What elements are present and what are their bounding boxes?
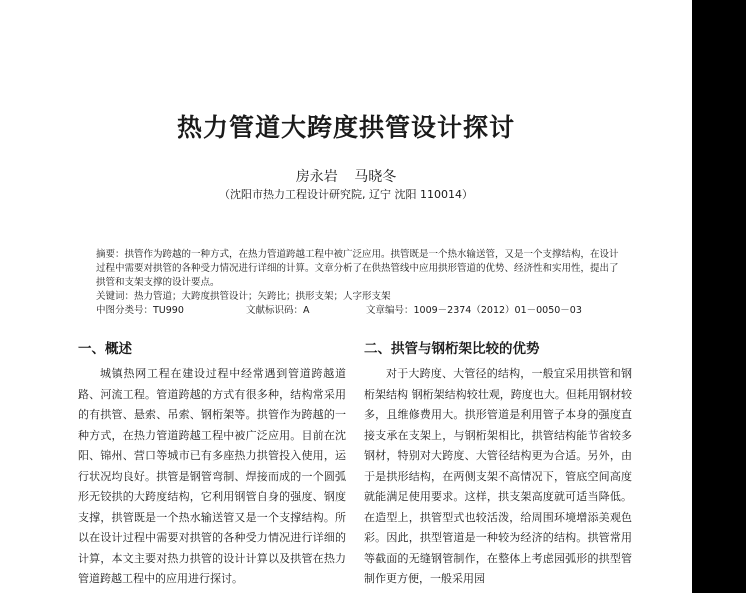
paper-affiliation: （沈阳市热力工程设计研究院, 辽宁 沈阳 110014） bbox=[219, 188, 473, 201]
classification-row bbox=[96, 304, 626, 318]
document-code: 文献标识码：A bbox=[246, 305, 310, 316]
article-number: 文章编号：1009－2374（2012）01－0050－03 bbox=[366, 305, 582, 316]
paper-authors: 房永岩 马晓冬 bbox=[295, 169, 397, 185]
abstract-text: 摘要：拱管作为跨越的一种方式，在热力管道跨越工程中被广泛应用。拱管既是一个热水输送管，又是一个支撑结构，在设计过程中需要对拱管的各种受力情况进行详细的计算。文章分析了在供热管线中应用拱形管道的优势、经济性和实用性，提出了拱管和支架支撑的设计要点。 bbox=[96, 249, 619, 288]
keywords-text: 关键词：热力管道；大跨度拱管设计；矢跨比；拱形支架；人字形支架 bbox=[96, 291, 391, 302]
section-paragraph: 城镇热网工程在建设过程中经常遇到管道跨越道路、河流工程。管道跨越的方式有很多种，结构常采用的有拱管、悬索、吊索、钢桁架等。拱管作为跨越的一种方式，在热力管道跨越工程中被广泛应用。目前在沈阳、锦州、营口等城市已有多座热力拱管投入使用，运行状况均良好。拱管是钢管弯制、焊接而成的一个圆弧形无铰拱的大跨度结构，它利用钢管自身的强度、钢度支撑，拱管既是一个热水输送管又是一个支撑结构。所以在设计过程中需要对拱管的各种受力情况进行详细的计算，本文主要对热力拱管的设计计算以及拱管在热力管道跨越工程中的应用进行探讨。 bbox=[78, 367, 346, 585]
paper-title: 热力管道大跨度拱管设计探讨 bbox=[176, 113, 515, 142]
section-paragraph: 对于大跨度、大管径的结构，一般宜采用拱管和钢桁架结构 钢桁架结构较壮观，跨度也大。但耗用钢材较多，且维修费用大。拱形管道是利用管子本身的强度直接支承在支架上，与钢桁架相比，拱管结构能节省较多钢材，特别对大跨度、大管径结构更为合适。另外，由于是拱形结构，在两侧支架不高情况下，管底空间高度就能满足使用要求。这样，拱支架高度就可适当降低。在造型上，拱管型式也较活泼，给周围环境增添美观色彩。因此，拱型管道是一种较为经济的结构。拱管常用等截面的无缝钢管制作，在整体上考虑园弧形的拱型管制作更方便，一般采用园 bbox=[364, 367, 632, 585]
clc-number: 中图分类号：TU990 bbox=[96, 305, 184, 316]
section-heading: 一、概述 bbox=[78, 341, 132, 357]
section-heading: 二、拱管与钢桁架比较的优势 bbox=[364, 341, 540, 357]
right-column bbox=[364, 340, 632, 590]
left-column bbox=[78, 340, 346, 590]
abstract-block bbox=[96, 248, 626, 318]
